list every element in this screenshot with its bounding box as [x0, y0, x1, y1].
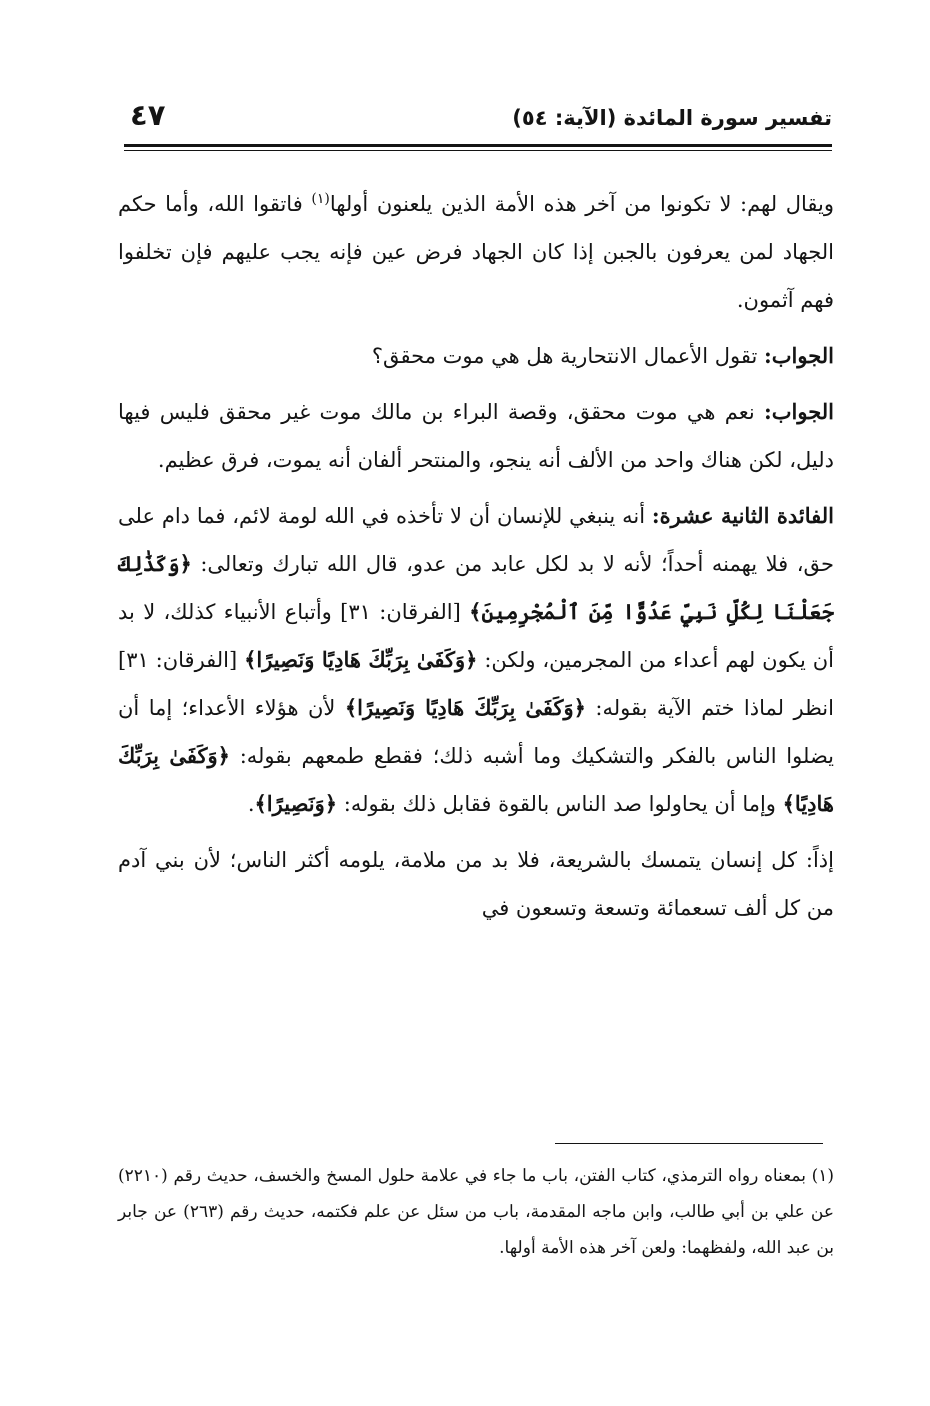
paragraph-4-text-4: لأن هؤلاء الأعداء؛ إما أن يضلوا الناس بالفكر والتشكيك وما أشبه ذلك؛ فقطع طمعهم بقوله:: [118, 696, 834, 768]
benefit-label: الفائدة الثانية عشرة:: [651, 503, 834, 528]
paragraph-1-text: ويقال لهم: لا تكونوا من آخر هذه الأمة الذين يلعنون أولها: [329, 192, 834, 216]
footnote: (١) بمعناه رواه الترمذي، كتاب الفتن، باب ما جاء في علامة حلول المسخ والخسف، حديث رقم (٢٢١٠) عن علي بن أبي طالب، وابن ماجه المقدمة، باب من سئل عن علم فكتمه، حديث رقم (٢٦٣) عن جابر بن عبد الله، ولفظهما: ولعن آخر هذه الأمة أولها.: [118, 1166, 834, 1258]
running-title: تفسير سورة المائدة (الآية: ٥٤): [512, 106, 832, 130]
footnote-reference: (١): [311, 191, 330, 207]
answer-label: الجواب:: [764, 343, 834, 368]
paragraph-3-text: نعم هي موت محقق، وقصة البراء بن مالك موت غير محقق فليس فيها دليل، لكن هناك واحد من الألف أنه ينجو، والمنتحر ألفان أنه يموت، فرق عظيم.: [118, 400, 834, 472]
paragraph-3: [118, 388, 834, 484]
quran-quote-1: ﴿وَكَذَٰلِكَ جَعَلْنَا لِكُلِّ نَبِيٍّ عَدُوًّا مِّنَ ٱلْمُجْرِمِينَ﴾: [118, 551, 834, 624]
paragraph-5-text: إذاً: كل إنسان يتمسك بالشريعة، فلا بد من ملامة، يلومه أكثر الناس؛ لأن بني آدم من كل ألف تسعمائة وتسعة وتسعون في: [118, 848, 834, 920]
paragraph-4-text-6: .: [247, 792, 255, 816]
answer-label-2: الجواب:: [764, 399, 834, 424]
quran-quote-3: ﴿وَكَفَىٰ بِرَبِّكَ هَادِيًا وَنَصِيرًا﴾: [344, 695, 586, 720]
paragraph-4-text-2: [الفرقان: ٣١] وأتباع الأنبياء كذلك، لا بد أن يكون لهم أعداء من المجرمين، ولكن:: [118, 600, 834, 672]
paragraph-2: [118, 332, 834, 380]
paragraph-5: [118, 836, 834, 932]
paragraph-2-text: تقول الأعمال الانتحارية هل هي موت محقق؟: [371, 344, 764, 368]
paragraph-1-text-cont: فاتقوا الله، وأما حكم الجهاد لمن يعرفون بالجبن إذا كان الجهاد فرض عين فإنه يجب عليهم فإن تخلفوا فهم آثمون.: [118, 192, 834, 312]
quran-quote-5: ﴿وَنَصِيرًا﴾: [254, 791, 338, 816]
header-rule-thin: [124, 150, 832, 151]
footnote-separator: [555, 1143, 823, 1144]
page-number: ٤٧: [130, 98, 166, 132]
paragraph-4-text-5: وإما أن يحاولوا صد الناس بالقوة فقابل ذلك بقوله:: [337, 792, 783, 816]
paragraph-4-text-1: أنه ينبغي للإنسان أن لا تأخذه في الله لومة لائم، فما دام على حق، فلا يهمنه أحداً؛ لأنه لا بد لكل عابد من عدو، قال الله تبارك وتعالى:: [118, 504, 834, 576]
paragraph-4: [118, 492, 834, 828]
page-header: [124, 98, 832, 142]
main-text: [118, 180, 834, 940]
header-rule-thick: [124, 144, 832, 147]
quran-quote-4: ﴿وَكَفَىٰ بِرَبِّكَ هَادِيًا﴾: [118, 743, 834, 816]
quran-quote-2: ﴿وَكَفَىٰ بِرَبِّكَ هَادِيًا وَنَصِيرًا﴾: [244, 647, 478, 672]
paragraph-4-text-3: [الفرقان: ٣١] انظر لماذا ختم الآية بقوله:: [118, 648, 834, 720]
paragraph-1: [118, 180, 834, 324]
